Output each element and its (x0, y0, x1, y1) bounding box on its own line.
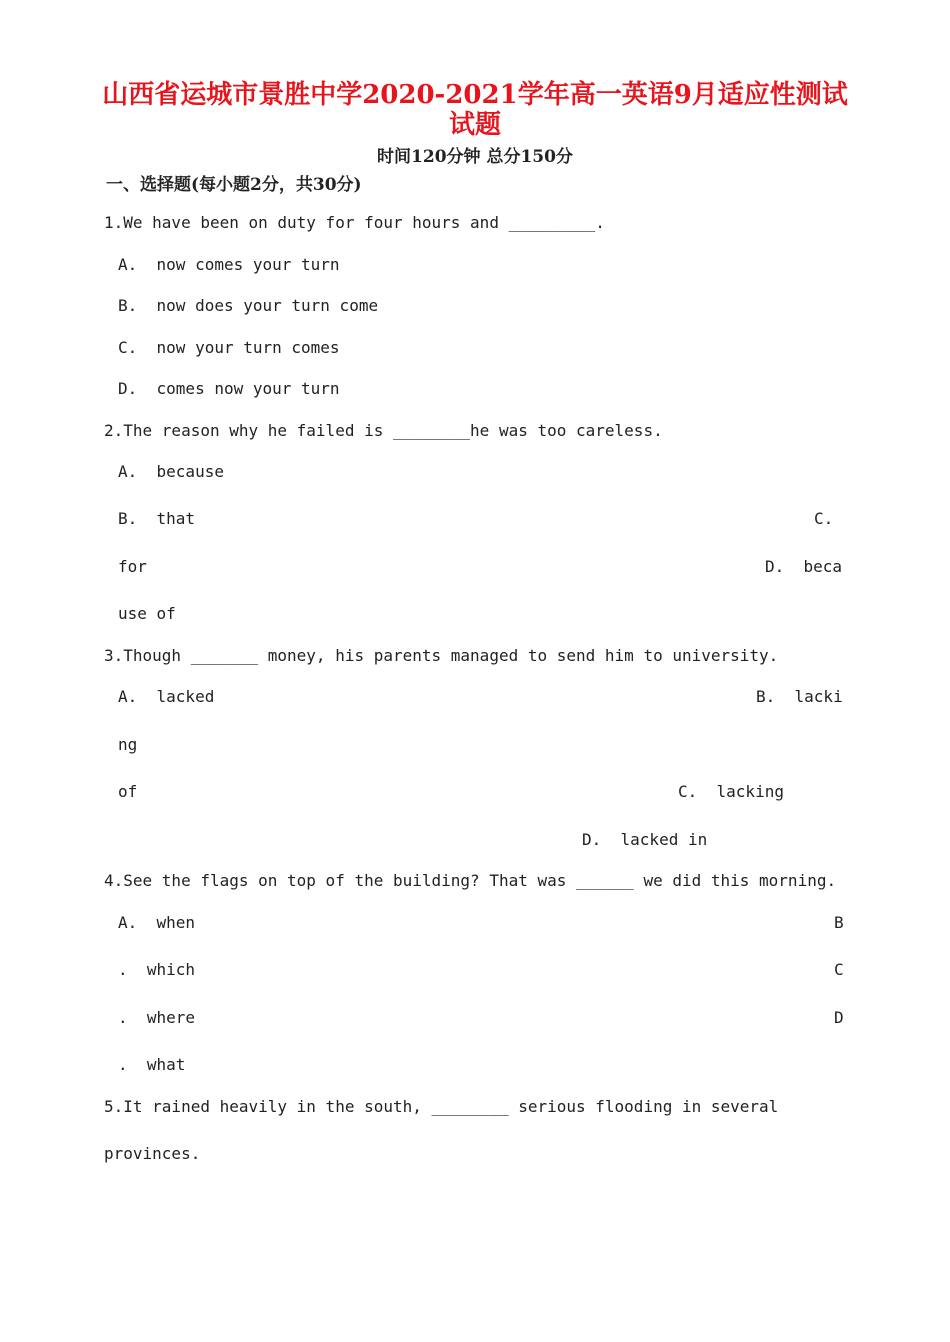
document-title-line-2: 试题 (448, 110, 501, 140)
question-4-option-b-letter: B (834, 913, 844, 932)
question-3-option-a: A. lacked (118, 687, 215, 706)
question-2-option-c-text: for (118, 557, 147, 576)
question-5-stem: 5.It rained heavily in the south, ________ serious flooding in several (104, 1097, 779, 1116)
question-2-option-c-letter: C. (814, 509, 834, 528)
question-4-option-d-text: . what (118, 1055, 186, 1074)
question-1-option-a: A. now comes your turn (118, 255, 340, 274)
question-2-option-b: B. that (118, 509, 196, 528)
question-4-option-b-text: . which (118, 960, 196, 979)
question-1-option-c: C. now your turn comes (118, 338, 340, 357)
question-1-stem: 1.We have been on duty for four hours and _________. (104, 213, 605, 232)
question-3-option-b-continued: ng (118, 735, 138, 754)
question-3-option-d: D. lacked in (582, 830, 708, 849)
question-3-stem: 3.Though _______ money, his parents managed to send him to university. (104, 646, 779, 665)
question-4-option-a: A. when (118, 913, 196, 932)
section-heading: 一、选择题(每小题2分，共30分) (106, 175, 362, 195)
question-2-stem: 2.The reason why he failed is ________he was too careless. (104, 421, 663, 440)
question-3-option-b: B. lacki (756, 687, 843, 706)
question-2-option-d-continued: use of (118, 604, 176, 623)
exam-time-score: 时间120分钟 总分150分 (377, 147, 573, 167)
question-5-stem-continued: provinces. (104, 1144, 201, 1163)
question-2-option-a: A. because (118, 462, 224, 481)
question-4-option-c-text: . where (118, 1008, 196, 1027)
question-4-stem: 4.See the flags on top of the building? That was ______ we did this morning. (104, 871, 837, 890)
question-3-option-b-continued-2: of (118, 782, 138, 801)
question-4-option-d-letter: D (834, 1008, 844, 1027)
question-3-option-c: C. lacking (678, 782, 784, 801)
question-1-option-b: B. now does your turn come (118, 296, 379, 315)
question-2-option-d: D. beca (765, 557, 843, 576)
document-title-line-1: 山西省运城市景胜中学2020-2021学年高一英语9月适应性测试 (102, 80, 848, 110)
question-1-option-d: D. comes now your turn (118, 379, 340, 398)
question-4-option-c-letter: C (834, 960, 844, 979)
